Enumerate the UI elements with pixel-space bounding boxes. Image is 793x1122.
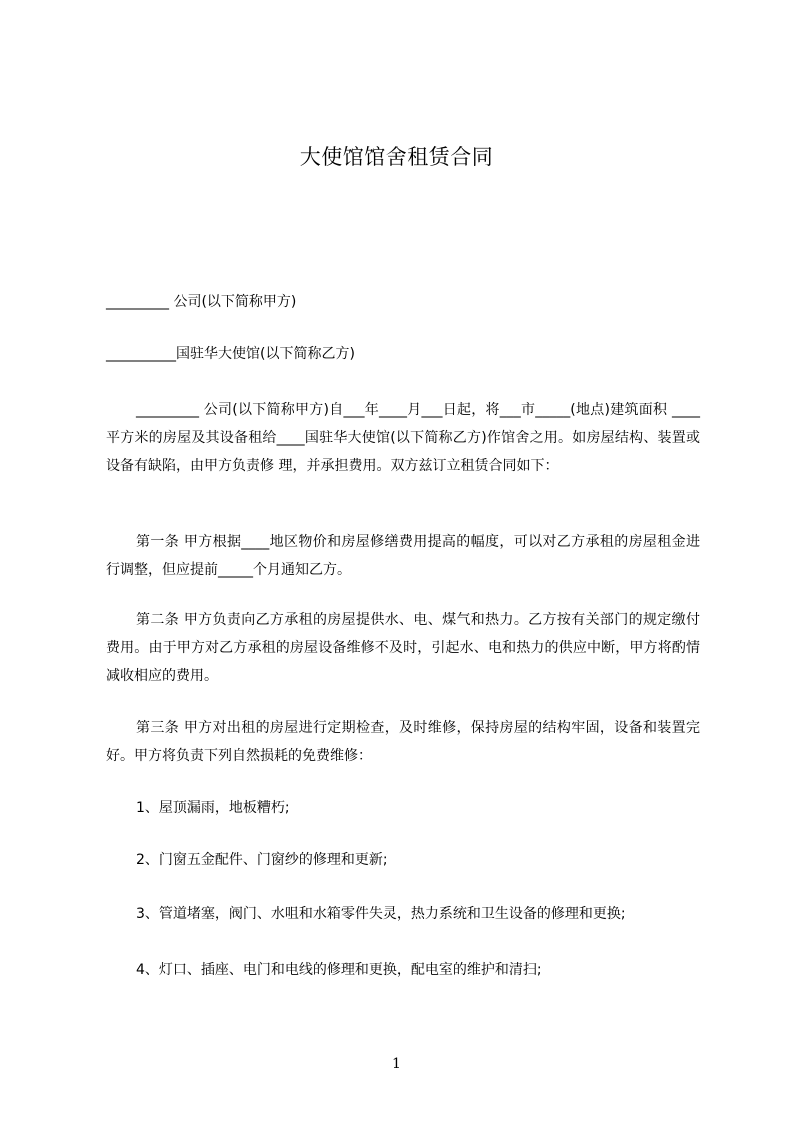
article-2-paragraph: 第二条 甲方负责向乙方承租的房屋提供水、电、煤气和热力。乙方按有关部门的规定缴付费用。由于甲方对乙方承租的房屋设备维修不及时，引起水、电和热力的供应中断，甲方将酌情减收相应的费用。 — [106, 612, 700, 684]
intro-paragraph: _________ 公司(以下简称甲方)自___年____月___日起，将___市_____(地点)建筑面积 ____平方米的房屋及其设备租给____国驻华大使馆(以下简称乙方)作馆舍之用。如房屋结构、装置或设备有缺陷，由甲方负责修 理，并承担费用。双方兹订立租赁合同如下： — [106, 402, 700, 474]
list-item: 4、灯口、插座、电门和电线的修理和更换，配电室的维护和清扫; — [136, 962, 542, 978]
party-b-line: __________国驻华大使馆(以下简称乙方) — [106, 346, 355, 362]
party-a-line: _________ 公司(以下简称甲方) — [106, 294, 297, 310]
article-1-paragraph: 第一条 甲方根据____地区物价和房屋修缮费用提高的幅度，可以对乙方承租的房屋租金进行调整，但应提前_____个月通知乙方。 — [106, 534, 700, 578]
page-number: 1 — [392, 1056, 401, 1072]
list-item: 3、管道堵塞，阀门、水咀和水箱零件失灵，热力系统和卫生设备的修理和更换; — [136, 906, 626, 922]
list-item: 2、门窗五金配件、门窗纱的修理和更新; — [136, 852, 388, 868]
article-3-paragraph: 第三条 甲方对出租的房屋进行定期检查，及时维修，保持房屋的结构牢固，设备和装置完好。甲方将负责下列自然损耗的免费维修： — [106, 720, 700, 764]
document-title: 大使馆馆舍租赁合同 — [299, 145, 494, 169]
list-item: 1、屋顶漏雨，地板糟朽; — [136, 800, 290, 816]
